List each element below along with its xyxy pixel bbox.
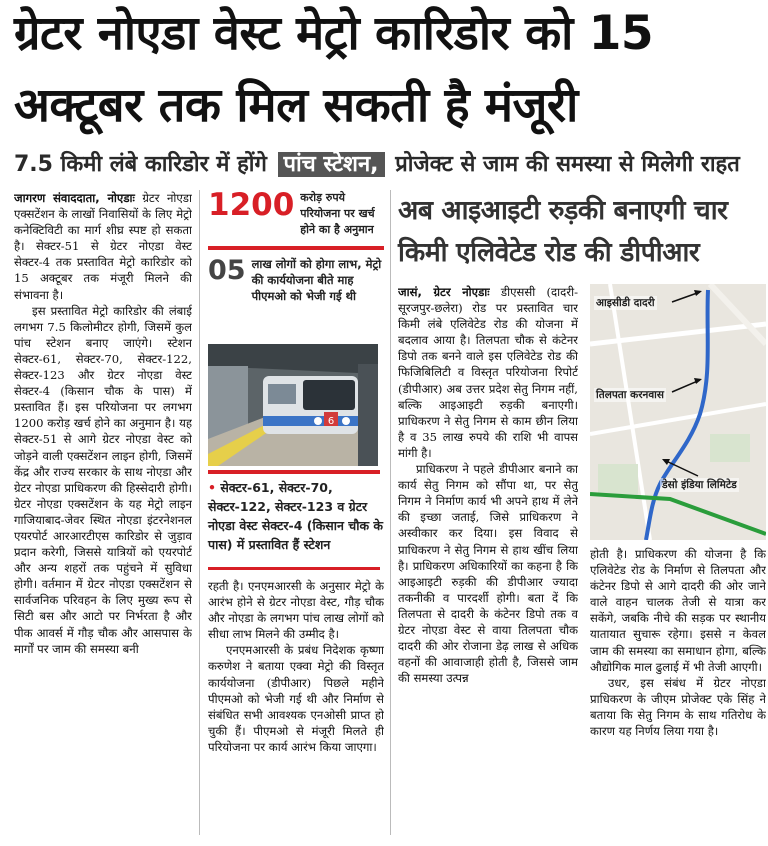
story1-paragraph: [14, 190, 192, 303]
caption-rule-bottom: [208, 567, 380, 570]
byline: जागरण संवाददाता, नोएडाः: [14, 191, 135, 205]
map-label-icd-dadri: आइसीडी दादरी: [596, 297, 655, 309]
caption-bullet: •: [208, 480, 221, 495]
fact-row-beneficiaries: [208, 256, 384, 304]
story2-paragraph: प्राधिकरण ने पहले डीपीआर बनाने का कार्य सेतु निगम को सौंपा था, पर सेतु निगम ने निर्माण कार्य भी अपने हाथ में लेने की इच्छा जताई, जिसे प्राधिकरण ने अस्वीकार कर दिया। इस विवाद से प्राधिकरण ने सेतु निगम से हाथ खींच लिया है। प्राधिकरण अधिकारियों का कहना है कि आइआइटी रुड़की की डीपीआर ज्यादा तकनीकी व पारदर्शी होगी। बता दें कि तिलपता से दादरी के कंटेनर डिपो तक व ग्रेटर नोएडा वेस्ट से वाया तिलपता चौक दादरी की ओर रोजाना डेढ़ लाख से अधिक वहनों की आवाजाही होती है, जिससे जाम की समस्या उत्पन्न: [398, 462, 578, 686]
route-map: [590, 284, 766, 540]
story2-paragraph: [398, 284, 578, 461]
story1-text: ग्रेटर नोएडा एक्सटेंशन के लाखों निवासियों के लिए मेट्रो कनेक्टिविटी का मार्ग शीघ्र स्पष्ट हो सकता है। सेक्टर-51 से ग्रेटर नोएडा वेस्ट सेक्टर-4 तक प्रस्तावित मेट्रो कारिडोर को 15 अक्टूबर तक मंजूरी मिलने की संभावना है।: [14, 191, 192, 302]
photo-caption: [208, 478, 384, 554]
story1-column-2: [208, 578, 384, 840]
map-illustration: [590, 284, 766, 540]
story2-column-1: [398, 284, 578, 840]
fact-divider: [208, 246, 384, 250]
fact-row-cost: [208, 187, 384, 238]
story2-column-2: [590, 546, 766, 840]
story1-paragraph: रहती है। एनएमआरसी के अनुसार मेट्रो के आरंभ होने से ग्रेटर नोएडा वेस्ट, गौड़ चौक और नोएडा के लगभग पांच लाख लोगों को सीधा लाभ मिलने की उम्मीद है।: [208, 579, 384, 642]
svg-text:6: 6: [327, 416, 335, 427]
subheadline-after: प्रोजेक्ट से जाम की समस्या से मिलेगी राहत: [395, 152, 740, 177]
story1-column-1: [14, 190, 192, 840]
column-divider: [199, 190, 200, 835]
photo-caption-text: सेक्टर-61, सेक्टर-70, सेक्टर-122, सेक्टर-123 व ग्रेटर नोएडा वेस्ट सेक्टर-4 (किसान चौक के पास) में प्रस्तावित हैं स्टेशन: [208, 480, 383, 552]
subheadline: [14, 150, 740, 180]
column-divider: [390, 190, 391, 835]
story2-headline-line-1: अब आइआइटी रुड़की बनाएगी चार: [398, 195, 728, 226]
fact-number-cost: 1200: [208, 187, 295, 223]
story2-paragraph: उधर, इस संबंध में ग्रेटर नोएडा प्राधिकरण के जीएम प्रोजेक्ट एके सिंह ने बताया कि सेतु निगम के साथ गतिरोध के कारण यह निर्णय लिया गया है।: [590, 675, 766, 739]
caption-rule: [208, 470, 380, 474]
metro-train-illustration: [208, 344, 378, 466]
story2-text: डीएससी (दादरी-सूरजपुर-छलेरा) रोड पर प्रस्तावित चार किमी लंबे एलिवेटेड रोड की योजना में बदलाव आया है। तिलपता चौक से कंटेनर डिपो तक बनने वाले इस एलिवेटेड रोड की फिजिबिलिटी व विस्तृत परियोजना रिपोर्ट (डीपीआर) अब उत्तर प्रदेश सेतु निगम नहीं, बल्कि आइआइटी रुड़की बनाएगी। प्राधिकरण ने सेतु निगम से काम छीन लिया है व 35 लाख रुपये की राशि भी वापस मांगी है।: [398, 285, 578, 460]
subheadline-before: 7.5 किमी लंबे कारिडोर में होंगे: [14, 152, 267, 177]
metro-photo: [208, 344, 378, 466]
fact-text-beneficiaries: लाख लोगों को होगा लाभ, मेट्रो की कार्ययोजना बीते माह पीएमओ को भेजी गई थी: [251, 257, 382, 303]
subheadline-highlight: पांच स्टेशन,: [278, 152, 385, 177]
headline-line-2: अक्टूबर तक मिल सकती है मंजूरी: [14, 78, 578, 133]
story1-paragraph: इस प्रस्तावित मेट्रो कारिडोर की लंबाई लगभग 7.5 किलोमीटर होगी, जिसमें कुल पांच स्टेशन बनाए जाएंगे। स्टेशन सेक्टर-61, सेक्टर-70, सेक्टर-122, सेक्टर-123 और ग्रेटर नोएडा वेस्ट सेक्टर-4 (किसान चौक के पास) में प्रस्तावित हैं। इस परियोजना पर लगभग 1200 करोड़ खर्च होने का अनुमान है। यह सेक्टर-51 से आगे ग्रेटर नोएडा वेस्ट को जोड़ने वाली एक्सटेंशन लाइन होगी, जिसमें केंद्र और राज्य सरकार के साथ नोएडा और ग्रेटर नोएडा प्राधिकरण की हिस्सेदारी होगी। ग्रेटर नोएडा एक्सटेंशन के यह मेट्रो लाइन गाजियाबाद-जेवर स्थित नोएडा इंटरनेशनल एयरपोर्ट आरआरटीएस कारिडोर से जुड़ाव प्रदान करेगी, जिससे यात्रियों को एयरपोर्ट और अन्य शहरों तक पहुंचने में सुविधा होगी। वर्तमान में ग्रेटर नोएडा एक्सटेंशन से सार्वजनिक परिवहन के लिए मुख्य रूप से सिटी बस और आटो पर निर्भरता है और पीक आवर्स में गौड़ चौक और आसपास के मार्गों पर जाम की समस्या बनी: [14, 303, 192, 656]
fact-number-beneficiaries: 05: [208, 255, 246, 286]
story1-paragraph: एनएमआरसी के प्रबंध निदेशक कृष्णा करुणेश ने बताया एक्वा मेट्रो की विस्तृत कार्ययोजना (डीपीआर) पिछले महीने पीएमओ को भेजी गई थी और निर्माण से संबंधित सभी आवश्यक एनओसी प्राप्त हो चुकी हैं। पीएमओ से मंजूरी मिलते ही परियोजना पर कार्य आरंभ किया जाएगा।: [208, 643, 384, 754]
fact-text-cost: करोड़ रुपये परियोजना पर खर्च होने का है अनुमान: [300, 191, 375, 236]
headline-line-1: ग्रेटर नोएडा वेस्ट मेट्रो कारिडोर को 15: [14, 6, 654, 61]
factbox: [208, 187, 384, 304]
map-label-tilpata: तिलपता करनवास: [596, 389, 664, 401]
story2-headline-line-2: किमी एलिवेटेड रोड की डीपीआर: [398, 237, 700, 268]
map-label-daiso: डेसो इंडिया लिमिटेड: [662, 479, 737, 491]
story2-paragraph: होती है। प्राधिकरण की योजना है कि एलिवेटेड रोड के निर्माण से तिलपता और कंटेनर डिपो से आगे दादरी की ओर जाने वाले वाहन चालक तेजी से यात्रा कर सकेंगे, जबकि नीचे की सड़क पर स्थानीय यातायात सुचारू रहेगा। इससे न केवल जाम की समस्या का समाधान होगा, बल्कि औद्योगिक माल ढुलाई में भी तेजी आएगी।: [590, 547, 766, 674]
story2-headline: [398, 190, 728, 274]
byline: जासं, ग्रेटर नोएडाः: [398, 285, 490, 299]
